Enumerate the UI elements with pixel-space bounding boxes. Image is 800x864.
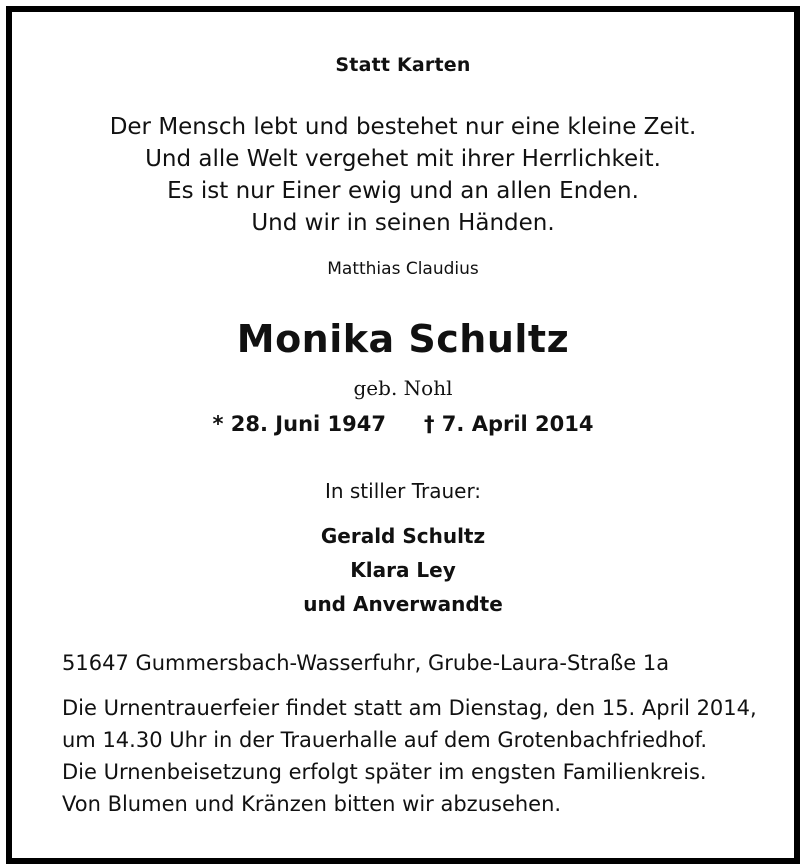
poem-line: Es ist nur Einer ewig und an allen Enden. [167,178,639,204]
mourning-intro: In stiller Trauer: [324,479,482,503]
poem-line: Und wir in seinen Händen. [251,210,555,236]
birth-date: * 28. Juni 1947 [212,412,386,436]
mourners-list [12,519,794,621]
poem-line: Der Mensch lebt und bestehet nur eine kleine Zeit. [109,114,697,140]
ceremony-line: Die Urnenbeisetzung erfolgt später im engsten Familienkreis. [62,760,707,784]
family-address: 51647 Gummersbach-Wasserfuhr, Grube-Laura-Straße 1a [62,651,670,675]
deceased-name: Monika Schultz [236,317,570,361]
mourner-name: und Anverwandte [303,592,503,616]
poem-line: Und alle Welt vergehet mit ihrer Herrlichkeit. [145,146,661,172]
life-dates [12,412,794,436]
poem-author: Matthias Claudius [327,259,479,279]
ceremony-details [62,692,757,820]
ceremony-line: Von Blumen und Kränzen bitten wir abzusehen. [62,792,562,816]
birth-name: geb. Nohl [353,376,453,400]
death-date: † 7. April 2014 [423,412,594,436]
mourner-name: Gerald Schultz [320,524,486,548]
poem-quote [12,111,794,239]
mourner-name: Klara Ley [350,558,456,582]
ceremony-line: Die Urnentrauerfeier findet statt am Dienstag, den 15. April 2014, [62,696,757,720]
ceremony-line: um 14.30 Uhr in der Trauerhalle auf dem Grotenbachfriedhof. [62,728,708,752]
obituary-notice-frame [6,6,800,864]
notice-heading: Statt Karten [335,54,471,76]
